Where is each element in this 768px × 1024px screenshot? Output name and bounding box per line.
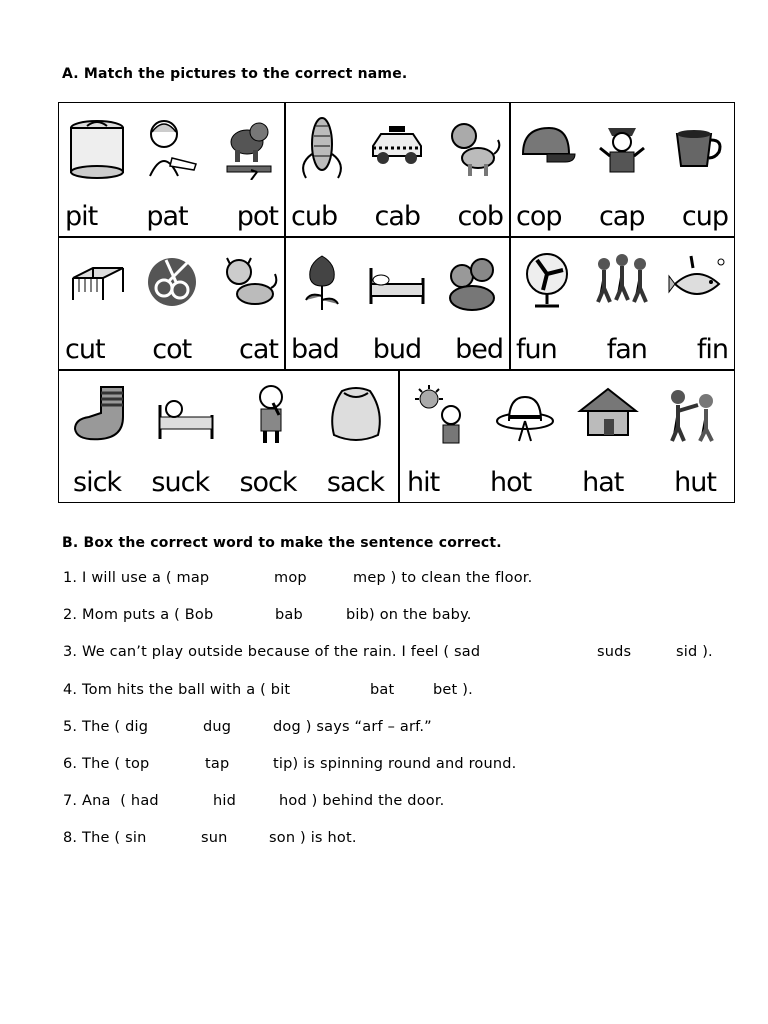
word-choice[interactable]: dog ) says “arf – arf.” (273, 718, 432, 735)
cot-icon (66, 248, 128, 314)
word-choice[interactable]: mep ) to clean the floor. (353, 570, 533, 586)
section-b-heading: B. Box the correct word to make the sentence correct. (62, 535, 502, 551)
match-cell-sick-suck-sock-sack (59, 370, 398, 502)
cup-icon (666, 114, 728, 180)
kids-having-fun-icon (591, 248, 653, 314)
match-cell-cut-cot-cat (59, 237, 284, 369)
word-choice[interactable]: bib) on the baby. (346, 607, 472, 624)
sick-child-icon (155, 381, 217, 447)
match-cell-pit-pat-pot (59, 103, 284, 236)
sentence-item (63, 605, 753, 642)
word-option[interactable]: cop (516, 201, 562, 232)
word-option[interactable]: pit (65, 201, 98, 232)
scissors-icon (141, 248, 203, 314)
rose-bud-icon (291, 248, 353, 314)
sentence-list (63, 568, 753, 866)
word-option[interactable]: hat (582, 467, 624, 498)
match-cell-fun-fan-fin (510, 237, 734, 369)
sentence-item (63, 828, 753, 865)
sentence-prefix: 3. We can’t play outside because of the rain. I feel ( sad (63, 644, 481, 661)
woman-pointing-icon (141, 114, 203, 180)
word-option[interactable]: cap (598, 201, 645, 232)
bed-icon (366, 248, 428, 314)
word-option[interactable]: cat (239, 334, 278, 365)
sentence-prefix: 5. The ( dig (63, 718, 149, 735)
word-option[interactable]: cob (457, 201, 503, 232)
word-option[interactable]: fan (606, 334, 647, 365)
word-option[interactable]: sack (326, 467, 384, 498)
dog-icon (216, 114, 278, 180)
police-officer-icon (591, 114, 653, 180)
sentence-item (63, 680, 753, 717)
sack-icon (325, 381, 387, 447)
cap-icon (516, 114, 578, 180)
word-option[interactable]: suck (151, 467, 210, 498)
word-option[interactable]: hit (407, 467, 440, 498)
sentence-prefix: 1. I will use a ( map (63, 570, 210, 586)
fan-icon (516, 248, 578, 314)
sun-hat-icon (494, 381, 556, 447)
word-choice[interactable]: son ) is hot. (269, 830, 357, 847)
word-option[interactable]: hut (674, 467, 716, 498)
match-cell-bad-bud-bed (285, 237, 509, 369)
hitting-icon (661, 381, 723, 447)
word-option[interactable]: sick (73, 467, 122, 498)
word-option[interactable]: cut (65, 334, 105, 365)
hot-sun-icon (410, 381, 472, 447)
word-option[interactable]: bed (455, 334, 503, 365)
cat-icon (216, 248, 278, 314)
word-choice[interactable]: dug (203, 718, 232, 735)
word-choice[interactable]: mop (274, 570, 307, 586)
sentence-prefix: 2. Mom puts a ( Bob (63, 607, 214, 624)
word-option[interactable]: pat (146, 201, 188, 232)
sock-icon (70, 381, 132, 447)
word-choice[interactable]: sid ). (676, 644, 713, 661)
word-choice[interactable]: bet ). (433, 681, 473, 698)
word-choice[interactable]: bat (370, 681, 395, 698)
monkeys-icon (441, 248, 503, 314)
sentence-item (63, 568, 753, 605)
word-option[interactable]: hot (490, 467, 532, 498)
match-cell-cub-cab-cob (285, 103, 509, 236)
word-choice[interactable]: tip) is spinning round and round. (273, 755, 517, 772)
sentence-item (63, 754, 753, 791)
sentence-item (63, 717, 753, 754)
taxi-icon (366, 114, 428, 180)
corn-icon (291, 114, 353, 180)
section-a-heading: A. Match the pictures to the correct name. (62, 66, 408, 82)
sentence-prefix: 6. The ( top (63, 755, 150, 772)
sentence-prefix: 8. The ( sin (63, 830, 147, 847)
word-option[interactable]: fin (696, 334, 728, 365)
fish-fin-icon (666, 248, 728, 314)
sentence-item (63, 791, 753, 828)
word-option[interactable]: bud (372, 334, 422, 365)
word-option[interactable]: sock (239, 467, 297, 498)
word-choice[interactable]: tap (205, 755, 230, 772)
word-option[interactable]: fun (516, 334, 557, 365)
picture-word-grid (58, 102, 735, 503)
word-option[interactable]: cot (152, 334, 192, 365)
child-sucking-thumb-icon (240, 381, 302, 447)
word-option[interactable]: cab (374, 201, 421, 232)
word-option[interactable]: pot (236, 201, 278, 232)
sentence-item (63, 642, 753, 679)
word-choice[interactable]: hod ) behind the door. (279, 793, 445, 810)
sentence-prefix: 4. Tom hits the ball with a ( bit (63, 681, 291, 698)
word-option[interactable]: cup (681, 201, 728, 232)
word-choice[interactable]: sun (201, 830, 228, 847)
word-choice[interactable]: bab (275, 607, 303, 624)
pot-icon (66, 114, 128, 180)
word-option[interactable]: cub (291, 201, 338, 232)
lion-cub-icon (441, 114, 503, 180)
match-cell-hit-hot-hat-hut (399, 370, 734, 502)
word-option[interactable]: bad (291, 334, 339, 365)
sentence-prefix: 7. Ana ( had (63, 793, 159, 810)
word-choice[interactable]: suds (597, 644, 632, 661)
match-cell-cop-cap-cup (510, 103, 734, 236)
word-choice[interactable]: hid (213, 793, 237, 810)
hut-icon (577, 381, 639, 447)
